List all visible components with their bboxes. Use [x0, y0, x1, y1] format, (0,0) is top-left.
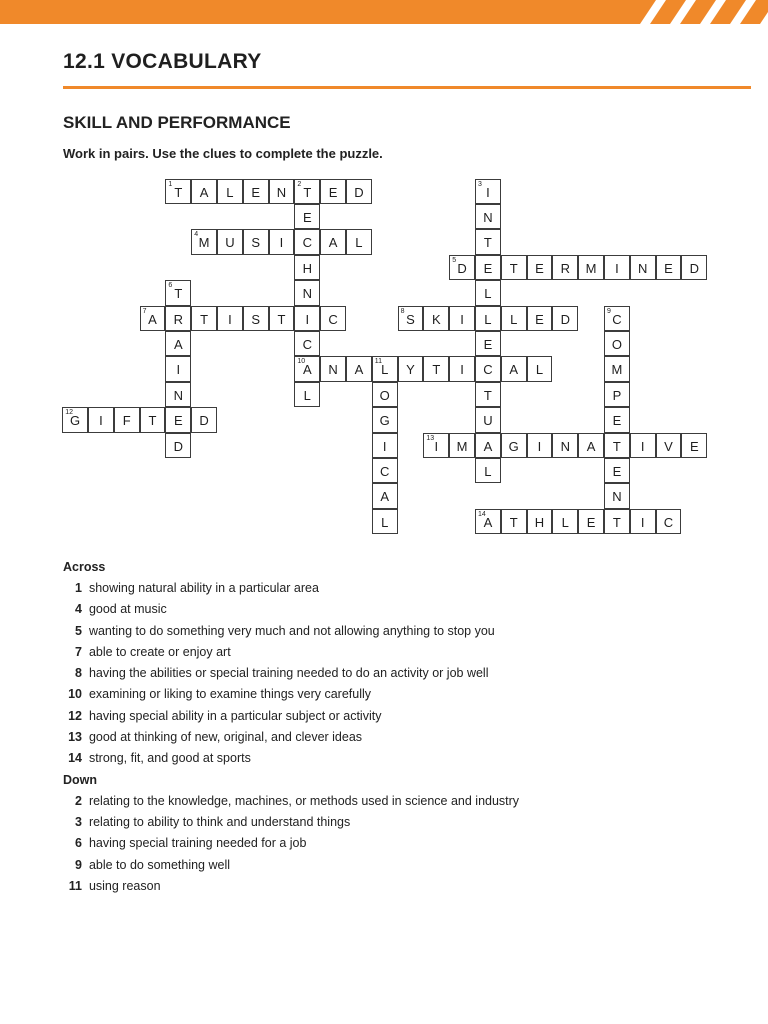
cell-letter: D: [560, 311, 570, 327]
cell-letter: Y: [406, 362, 415, 378]
clue-item: [63, 706, 743, 727]
cell-letter: N: [638, 260, 648, 276]
crossword-cell[interactable]: [165, 407, 191, 432]
crossword-cell[interactable]: [372, 407, 398, 432]
cell-letter: R: [560, 260, 570, 276]
cell-letter: C: [380, 464, 390, 479]
crossword-cell[interactable]: [320, 179, 346, 204]
crossword-cell[interactable]: [269, 179, 295, 204]
cell-letter: E: [586, 514, 596, 530]
clue-item-text: relating to ability to think and understand things: [82, 814, 351, 829]
crossword-cell[interactable]: [604, 458, 630, 483]
clue-item-text: using reason: [82, 878, 161, 893]
crossword-cell[interactable]: [346, 179, 372, 204]
clue-item: [63, 663, 743, 684]
cell-letter: G: [70, 413, 81, 429]
cell-letter: I: [434, 438, 439, 454]
cell-letter: N: [560, 438, 570, 454]
crossword-cell[interactable]: [552, 433, 578, 458]
crossword-cell[interactable]: [552, 509, 578, 534]
cell-letter: H: [534, 514, 545, 530]
crossword-cell[interactable]: [630, 509, 656, 534]
cell-letter: G: [379, 413, 390, 429]
cell-letter: T: [612, 514, 621, 530]
crossword-cell[interactable]: [552, 306, 578, 331]
cell-letter: E: [664, 260, 673, 276]
cell-letter: E: [302, 210, 312, 225]
crossword-cell[interactable]: [372, 509, 398, 534]
crossword-cell[interactable]: [88, 407, 114, 432]
crossword-cell[interactable]: [527, 255, 553, 280]
cell-letter: R: [173, 311, 183, 327]
crossword-cell[interactable]: [449, 356, 475, 381]
crossword-cell[interactable]: [372, 382, 398, 407]
crossword-cell[interactable]: [449, 306, 475, 331]
clue-item-number: 6: [75, 836, 82, 851]
clue-item-number: 3: [75, 814, 82, 829]
crossword-cell[interactable]: [372, 356, 398, 381]
crossword-cell[interactable]: [398, 356, 424, 381]
crossword-cell[interactable]: [475, 255, 501, 280]
crossword-cell[interactable]: [552, 255, 578, 280]
crossword-cell[interactable]: [114, 407, 140, 432]
cell-letter: L: [484, 311, 492, 327]
crossword-cell[interactable]: [656, 255, 682, 280]
cell-letter: U: [225, 235, 235, 251]
cell-letter: A: [483, 438, 493, 454]
top-stripe-banner: [0, 0, 768, 24]
crossword-cell[interactable]: [604, 407, 630, 432]
clue-item: [63, 812, 743, 833]
clue-number: 13: [426, 434, 435, 442]
clue-item-text: relating to the knowledge, machines, or methods used in science and industry: [82, 793, 520, 808]
crossword-cell[interactable]: [217, 229, 243, 254]
crossword-cell[interactable]: [372, 433, 398, 458]
crossword-cell[interactable]: [294, 280, 320, 305]
crossword-cell[interactable]: [294, 179, 320, 204]
cell-letter: H: [302, 260, 312, 276]
cell-letter: M: [585, 260, 597, 276]
across-clues: [63, 578, 743, 770]
crossword-cell[interactable]: [294, 229, 320, 254]
clue-item-number: 11: [68, 878, 82, 893]
cell-letter: A: [173, 337, 183, 352]
cell-letter: N: [276, 184, 287, 200]
crossword-cell[interactable]: [630, 433, 656, 458]
crossword-cell[interactable]: [294, 204, 320, 229]
clue-number: 9: [607, 307, 611, 315]
clue-item-number: 8: [75, 666, 82, 681]
crossword-cell[interactable]: [62, 407, 88, 432]
crossword-cell[interactable]: [191, 306, 217, 331]
cell-letter: A: [586, 438, 596, 454]
crossword-cell[interactable]: [294, 306, 320, 331]
cell-letter: N: [328, 362, 338, 378]
cell-letter: K: [431, 311, 441, 327]
clue-item-number: 14: [68, 751, 82, 766]
cell-letter: A: [148, 311, 157, 327]
crossword-cell[interactable]: [320, 306, 346, 331]
cell-letter: E: [689, 438, 699, 454]
page-title: 12.1 VOCABULARY: [63, 50, 262, 73]
crossword-cell[interactable]: [372, 458, 398, 483]
crossword-cell[interactable]: [475, 204, 501, 229]
crossword-cell[interactable]: [320, 229, 346, 254]
clue-number: 3: [478, 180, 482, 188]
cell-letter: T: [432, 362, 441, 378]
crossword-cell[interactable]: [372, 483, 398, 508]
cell-letter: N: [483, 210, 493, 225]
crossword-cell[interactable]: [269, 229, 295, 254]
crossword-cell[interactable]: [604, 306, 630, 331]
crossword-cell[interactable]: [604, 331, 630, 356]
cell-letter: A: [199, 184, 209, 200]
cell-letter: L: [381, 514, 389, 530]
cell-letter: L: [484, 286, 492, 302]
cell-letter: D: [689, 260, 699, 276]
cell-letter: T: [509, 514, 518, 530]
cell-letter: T: [277, 311, 286, 327]
instruction-text: Work in pairs. Use the clues to complete the puzzle.: [63, 146, 383, 161]
crossword-cell[interactable]: [165, 382, 191, 407]
cell-letter: E: [612, 464, 622, 479]
crossword-cell[interactable]: [475, 433, 501, 458]
cell-letter: A: [302, 362, 312, 378]
crossword-cell[interactable]: [475, 509, 501, 534]
cell-letter: E: [612, 413, 622, 429]
crossword-cell[interactable]: [165, 306, 191, 331]
cell-letter: E: [483, 260, 493, 276]
crossword-cell[interactable]: [604, 382, 630, 407]
crossword-cell[interactable]: [527, 356, 553, 381]
crossword-cell[interactable]: [578, 509, 604, 534]
crossword-cell[interactable]: [140, 407, 166, 432]
clue-item-number: 9: [75, 857, 82, 872]
crossword-cell[interactable]: [527, 509, 553, 534]
cell-letter: S: [406, 311, 415, 327]
crossword-cell[interactable]: [475, 382, 501, 407]
down-heading: Down: [63, 772, 98, 787]
crossword-cell[interactable]: [294, 331, 320, 356]
clue-number: 2: [297, 180, 302, 188]
cell-letter: L: [535, 362, 544, 378]
clue-number: 11: [374, 358, 383, 366]
crossword-cell[interactable]: [165, 433, 191, 458]
crossword-cell[interactable]: [217, 179, 243, 204]
cell-letter: E: [483, 337, 493, 352]
crossword-cell[interactable]: [243, 306, 269, 331]
clue-item-number: 5: [75, 623, 82, 638]
clue-item-number: 2: [75, 793, 82, 808]
clue-number: 12: [65, 409, 73, 417]
cell-letter: L: [561, 514, 569, 530]
cell-letter: C: [612, 311, 622, 327]
cell-letter: L: [510, 311, 518, 327]
crossword-cell[interactable]: [346, 356, 372, 381]
cell-letter: O: [611, 337, 622, 352]
cell-letter: A: [509, 362, 519, 378]
cell-letter: I: [176, 362, 181, 378]
clue-number: 6: [168, 282, 173, 290]
clue-item: [63, 578, 743, 599]
cell-letter: F: [122, 413, 131, 429]
crossword-cell[interactable]: [165, 356, 191, 381]
cell-letter: G: [508, 438, 519, 454]
crossword-cell[interactable]: [604, 483, 630, 508]
clue-number: 1: [168, 180, 173, 188]
clue-item-text: good at thinking of new, original, and clever ideas: [82, 730, 363, 745]
clue-list: [63, 557, 743, 897]
crossword-cell[interactable]: [630, 255, 656, 280]
cell-letter: T: [612, 438, 621, 454]
section-subtitle: SKILL AND PERFORMANCE: [63, 113, 291, 132]
clue-item: [63, 748, 743, 769]
cell-letter: I: [99, 413, 103, 429]
crossword-cell[interactable]: [398, 306, 424, 331]
cell-letter: A: [328, 235, 338, 251]
crossword-cell[interactable]: [449, 433, 475, 458]
clue-number: 10: [297, 358, 306, 366]
crossword-cell[interactable]: [449, 255, 475, 280]
crossword-cell[interactable]: [578, 433, 604, 458]
cell-letter: I: [640, 514, 645, 530]
cell-letter: T: [174, 184, 183, 200]
crossword-cell[interactable]: [346, 229, 372, 254]
clue-item-text: examining or liking to examine things very carefully: [82, 687, 372, 702]
cell-letter: L: [226, 184, 234, 200]
clue-item: [63, 855, 743, 876]
crossword-cell[interactable]: [243, 229, 269, 254]
crossword-cell[interactable]: [681, 255, 707, 280]
cell-letter: D: [173, 438, 183, 454]
cell-letter: L: [484, 464, 492, 479]
clue-item: [63, 599, 743, 620]
crossword-cell[interactable]: [475, 356, 501, 381]
cell-letter: D: [457, 260, 467, 276]
cell-letter: A: [354, 362, 364, 378]
clue-item: [63, 684, 743, 705]
cell-letter: E: [173, 413, 183, 429]
crossword-cell[interactable]: [527, 433, 553, 458]
crossword-cell[interactable]: [578, 255, 604, 280]
cell-letter: T: [509, 260, 518, 276]
cell-letter: T: [483, 387, 492, 403]
clue-item: [63, 876, 743, 897]
cell-letter: I: [460, 362, 464, 378]
cell-letter: V: [664, 438, 673, 454]
clue-item-number: 12: [68, 708, 82, 723]
cell-letter: I: [279, 235, 284, 251]
cell-letter: N: [173, 387, 183, 403]
cell-letter: L: [381, 362, 389, 378]
crossword-cell[interactable]: [475, 458, 501, 483]
crossword-cell[interactable]: [681, 433, 707, 458]
crossword-cell[interactable]: [320, 356, 346, 381]
cell-letter: O: [379, 387, 390, 403]
clue-item: [63, 621, 743, 642]
crossword-cell[interactable]: [294, 255, 320, 280]
crossword-cell[interactable]: [501, 509, 527, 534]
clue-item-number: 7: [75, 644, 82, 659]
clue-item: [63, 642, 743, 663]
crossword-cell[interactable]: [501, 255, 527, 280]
title-divider: [63, 86, 751, 89]
cell-letter: N: [612, 489, 622, 505]
crossword-cell[interactable]: [475, 280, 501, 305]
clue-number: 4: [194, 231, 199, 239]
cell-letter: T: [303, 184, 312, 200]
cell-letter: I: [537, 438, 542, 454]
cell-letter: A: [380, 489, 390, 505]
cell-letter: U: [483, 413, 493, 429]
crossword-cell[interactable]: [423, 433, 449, 458]
crossword-cell[interactable]: [501, 306, 527, 331]
clue-item-text: having special training needed for a job: [82, 836, 307, 851]
cell-letter: C: [302, 337, 312, 352]
crossword-cell[interactable]: [191, 229, 217, 254]
crossword-cell[interactable]: [527, 306, 553, 331]
cell-letter: T: [200, 311, 209, 327]
clue-item: [63, 833, 743, 854]
crossword-cell[interactable]: [191, 179, 217, 204]
crossword-cell[interactable]: [475, 179, 501, 204]
crossword-cell[interactable]: [604, 433, 630, 458]
crossword-cell[interactable]: [656, 509, 682, 534]
crossword-cell[interactable]: [604, 509, 630, 534]
crossword-cell[interactable]: [475, 229, 501, 254]
cell-letter: M: [198, 235, 210, 251]
cell-letter: A: [483, 514, 493, 530]
cell-letter: D: [199, 413, 209, 429]
cell-letter: C: [328, 311, 338, 327]
crossword-cell[interactable]: [217, 306, 243, 331]
cell-letter: N: [302, 286, 312, 302]
clue-item-text: strong, fit, and good at sports: [82, 751, 251, 766]
cell-letter: I: [615, 260, 619, 276]
clue-item-text: able to do something well: [82, 857, 231, 872]
cell-letter: T: [148, 413, 157, 429]
crossword-cell[interactable]: [294, 356, 320, 381]
clue-item-number: 10: [68, 687, 82, 702]
cell-letter: I: [305, 311, 310, 327]
cell-letter: I: [382, 438, 387, 454]
clue-item-number: 4: [75, 602, 82, 617]
crossword-cell[interactable]: [269, 306, 295, 331]
crossword-cell[interactable]: [475, 331, 501, 356]
cell-letter: E: [251, 184, 261, 200]
clue-number: 8: [400, 307, 405, 315]
crossword-cell[interactable]: [475, 407, 501, 432]
cell-letter: C: [302, 235, 312, 251]
crossword-cell[interactable]: [604, 356, 630, 381]
clue-item: [63, 727, 743, 748]
crossword-cell[interactable]: [501, 356, 527, 381]
clue-item-text: able to create or enjoy art: [82, 644, 231, 659]
clue-item-text: having the abilities or special training needed to do an activity or job well: [82, 666, 489, 681]
cell-letter: I: [460, 311, 464, 327]
clue-item-text: wanting to do something very much and not allowing anything to stop you: [82, 623, 495, 638]
cell-letter: L: [303, 387, 311, 403]
cell-letter: T: [483, 235, 492, 251]
clue-item-number: 1: [75, 581, 82, 595]
crossword-cell[interactable]: [294, 382, 320, 407]
crossword-cell[interactable]: [243, 179, 269, 204]
clue-number: 14: [478, 510, 486, 518]
clue-item: [63, 791, 743, 812]
across-heading: Across: [63, 560, 106, 574]
clue-item-text: having special ability in a particular subject or activity: [82, 708, 382, 723]
cell-letter: E: [535, 311, 544, 327]
cell-letter: L: [355, 235, 363, 251]
clue-number: 5: [452, 256, 457, 264]
cell-letter: I: [486, 184, 490, 200]
cell-letter: C: [663, 514, 674, 530]
down-clues: [63, 791, 743, 897]
crossword-cell[interactable]: [423, 306, 449, 331]
clue-item-number: 13: [68, 730, 82, 745]
clue-item-text: showing natural ability in a particular area: [82, 581, 319, 595]
cell-letter: M: [456, 438, 468, 454]
cell-letter: M: [611, 362, 623, 378]
cell-letter: S: [251, 235, 261, 251]
crossword-cell[interactable]: [423, 356, 449, 381]
crossword-cell[interactable]: [191, 407, 217, 432]
crossword-cell[interactable]: [501, 433, 527, 458]
cell-letter: T: [174, 286, 183, 302]
crossword-cell[interactable]: [475, 306, 501, 331]
crossword-cell[interactable]: [656, 433, 682, 458]
cell-letter: E: [535, 260, 544, 276]
crossword-cell[interactable]: [604, 255, 630, 280]
cell-letter: I: [228, 311, 232, 327]
crossword-cell[interactable]: [165, 280, 191, 305]
crossword-cell[interactable]: [165, 331, 191, 356]
clue-number: 7: [142, 307, 147, 315]
crossword-cell[interactable]: [140, 306, 166, 331]
clue-item-text: good at music: [82, 602, 167, 617]
cell-letter: I: [640, 438, 645, 454]
cell-letter: S: [251, 311, 261, 327]
cell-letter: C: [483, 362, 493, 378]
cell-letter: D: [354, 184, 364, 200]
cell-letter: P: [612, 387, 622, 403]
crossword-cell[interactable]: [165, 179, 191, 204]
cell-letter: E: [328, 184, 338, 200]
